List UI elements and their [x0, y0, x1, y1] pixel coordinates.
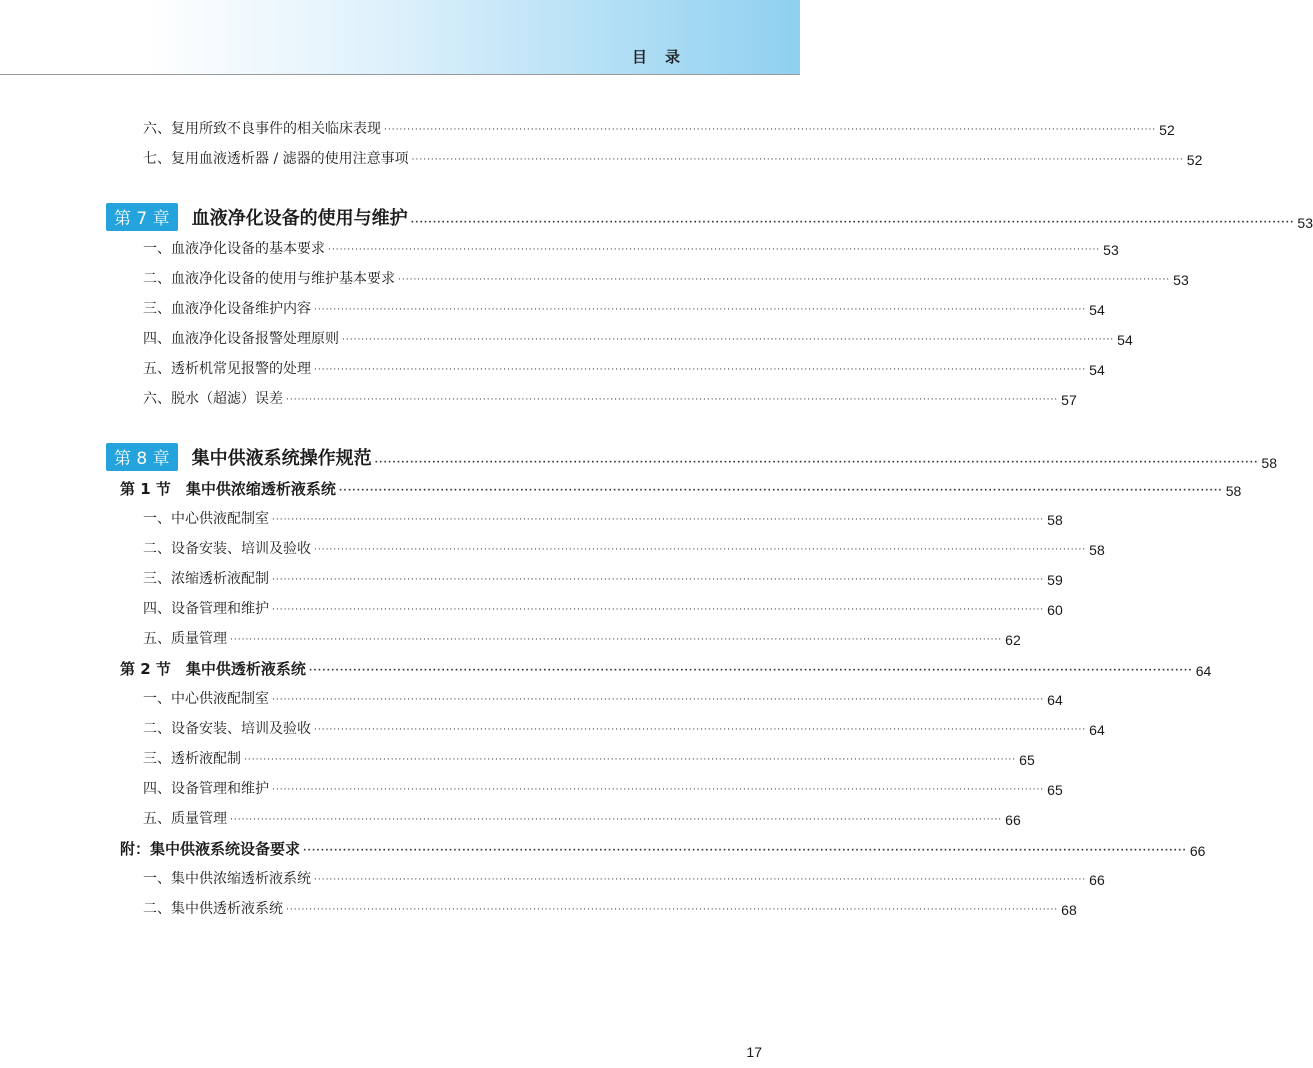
toc-entry-label: 第 2 节 集中供透析液系统: [120, 660, 306, 678]
toc-page-number: 52: [1159, 122, 1175, 138]
leader-dots: ········································································································································································································: [272, 695, 1045, 705]
toc-page-number: 58: [1089, 542, 1105, 558]
toc-entry-label: 五、质量管理: [143, 631, 227, 647]
leader-dots: ········································································································································································································: [286, 905, 1059, 915]
toc-item-entry[interactable]: [143, 688, 1063, 708]
leader-dots: ········································································································································································································: [272, 515, 1045, 525]
toc-page-number: 66: [1189, 843, 1206, 859]
toc-entry-label: 四、设备管理和维护: [143, 781, 269, 797]
toc-entry-label: 六、脱水（超滤）误差: [143, 391, 283, 407]
toc-entry-label: 三、血液净化设备维护内容: [143, 301, 311, 317]
toc-entry-label: 四、血液净化设备报警处理原则: [143, 331, 339, 347]
leader-dots: ········································································································································································································: [342, 335, 1115, 345]
leader-dots: ········································································································································································································: [308, 666, 1193, 676]
toc-item-entry[interactable]: [143, 358, 1105, 378]
toc-entry-label: 三、浓缩透析液配制: [143, 571, 269, 587]
toc-entry-label: 一、中心供液配制室: [143, 511, 269, 527]
toc-entry-label: 一、血液净化设备的基本要求: [143, 241, 325, 257]
leader-dots: ········································································································································································································: [374, 458, 1259, 468]
toc-page-number: 57: [1061, 392, 1077, 408]
leader-dots: ········································································································································································································: [410, 218, 1295, 228]
leader-dots: ········································································································································································································: [272, 785, 1045, 795]
toc-entry-label: 五、透析机常见报警的处理: [143, 361, 311, 377]
leader-dots: ········································································································································································································: [411, 155, 1184, 165]
toc-page-number: 64: [1047, 692, 1063, 708]
leader-dots: ········································································································································································································: [314, 545, 1087, 555]
toc-entry-label: [106, 443, 372, 471]
toc-entry-label: 附：集中供液系统设备要求: [120, 840, 301, 858]
toc-page-number: 60: [1047, 602, 1063, 618]
toc-section-entry[interactable]: [120, 478, 1242, 499]
toc-page-number: 54: [1117, 332, 1133, 348]
toc-entry-label: 第 1 节 集中供浓缩透析液系统: [120, 480, 336, 498]
toc-chapter-entry[interactable]: [106, 443, 1277, 471]
chapter-badge: 第 7 章: [106, 203, 178, 231]
toc-entry-label: 五、质量管理: [143, 811, 227, 827]
toc-page-number: 53: [1103, 242, 1119, 258]
toc-page-number: 52: [1186, 152, 1203, 168]
leader-dots: ········································································································································································································: [314, 365, 1087, 375]
toc-item-entry[interactable]: [143, 598, 1063, 618]
leader-dots: ········································································································································································································: [286, 395, 1059, 405]
leader-dots: ········································································································································································································: [272, 575, 1045, 585]
toc-entry-label: [106, 203, 408, 231]
toc-item-entry[interactable]: [143, 238, 1119, 258]
toc-item-entry[interactable]: [143, 268, 1189, 288]
toc-page-number: 58: [1261, 455, 1277, 471]
toc-entry-label: 一、集中供浓缩透析液系统: [143, 871, 311, 887]
toc-page-number: 54: [1089, 302, 1105, 318]
toc-item-entry[interactable]: [143, 868, 1105, 888]
toc-entry-label: 二、血液净化设备的使用与维护基本要求: [143, 271, 395, 287]
running-header-title: 目录: [631, 48, 698, 66]
toc-page-number: 62: [1005, 632, 1021, 648]
toc-entry-label: 二、设备安装、培训及验收: [143, 721, 311, 737]
toc-page-number: 53: [1297, 215, 1313, 231]
toc-item-entry[interactable]: [143, 538, 1105, 558]
toc-page-number: 65: [1019, 752, 1035, 768]
leader-dots: ········································································································································································································: [384, 125, 1157, 135]
leader-dots: ········································································································································································································: [328, 245, 1101, 255]
toc-entry-label: 三、透析液配制: [143, 751, 241, 767]
toc-page-number: 66: [1005, 812, 1021, 828]
leader-dots: ········································································································································································································: [230, 635, 1003, 645]
toc-item-entry[interactable]: [143, 898, 1077, 918]
toc-item-entry[interactable]: [143, 628, 1021, 648]
leader-dots: ········································································································································································································: [303, 846, 1187, 856]
leader-dots: ········································································································································································································: [338, 486, 1223, 496]
leader-dots: ········································································································································································································: [314, 875, 1087, 885]
toc-item-entry[interactable]: [143, 568, 1063, 588]
toc-entry-label: 七、复用血液透析器 / 滤器的使用注意事项: [143, 151, 409, 167]
toc-item-entry[interactable]: [143, 508, 1063, 528]
toc-page-number: 53: [1173, 272, 1189, 288]
toc-page-number: 66: [1089, 872, 1105, 888]
leader-dots: ········································································································································································································: [314, 725, 1087, 735]
page-number: 17: [746, 1044, 762, 1060]
toc-page-number: 54: [1089, 362, 1105, 378]
toc-chapter-entry[interactable]: [106, 203, 1313, 231]
toc-page-number: 64: [1089, 722, 1105, 738]
toc-entry-label: 六、复用所致不良事件的相关临床表现: [143, 121, 381, 137]
toc-entry-label: 四、设备管理和维护: [143, 601, 269, 617]
toc-item-entry[interactable]: [143, 328, 1133, 348]
chapter-title: 集中供液系统操作规范: [191, 448, 372, 469]
toc-item-entry[interactable]: [143, 298, 1105, 318]
leader-dots: ········································································································································································································: [272, 605, 1045, 615]
toc-page-number: 68: [1061, 902, 1077, 918]
chapter-title: 血液净化设备的使用与维护: [191, 208, 408, 229]
toc-entry-label: 一、中心供液配制室: [143, 691, 269, 707]
header-rule: [0, 74, 800, 75]
toc-section-entry[interactable]: [120, 838, 1206, 859]
toc-page-number: 58: [1225, 483, 1242, 499]
toc-page-number: 59: [1047, 572, 1063, 588]
toc-page-number: 58: [1047, 512, 1063, 528]
toc-entry-label: 二、集中供透析液系统: [143, 901, 283, 917]
leader-dots: ········································································································································································································: [230, 815, 1003, 825]
toc-page-number: 64: [1195, 663, 1212, 679]
toc-item-entry[interactable]: [143, 808, 1021, 828]
leader-dots: ········································································································································································································: [398, 275, 1171, 285]
toc-item-entry[interactable]: [143, 718, 1105, 738]
toc-page-number: 65: [1047, 782, 1063, 798]
leader-dots: ········································································································································································································: [314, 305, 1087, 315]
toc-item-entry[interactable]: [143, 748, 1035, 768]
toc-item-entry[interactable]: [143, 778, 1063, 798]
leader-dots: ········································································································································································································: [244, 755, 1017, 765]
chapter-badge: 第 8 章: [106, 443, 178, 471]
toc-entry-label: 二、设备安装、培训及验收: [143, 541, 311, 557]
toc-item-entry[interactable]: [143, 148, 1203, 168]
toc-item-entry[interactable]: [143, 388, 1077, 408]
toc-item-entry[interactable]: [143, 118, 1175, 138]
toc-section-entry[interactable]: [120, 658, 1212, 679]
